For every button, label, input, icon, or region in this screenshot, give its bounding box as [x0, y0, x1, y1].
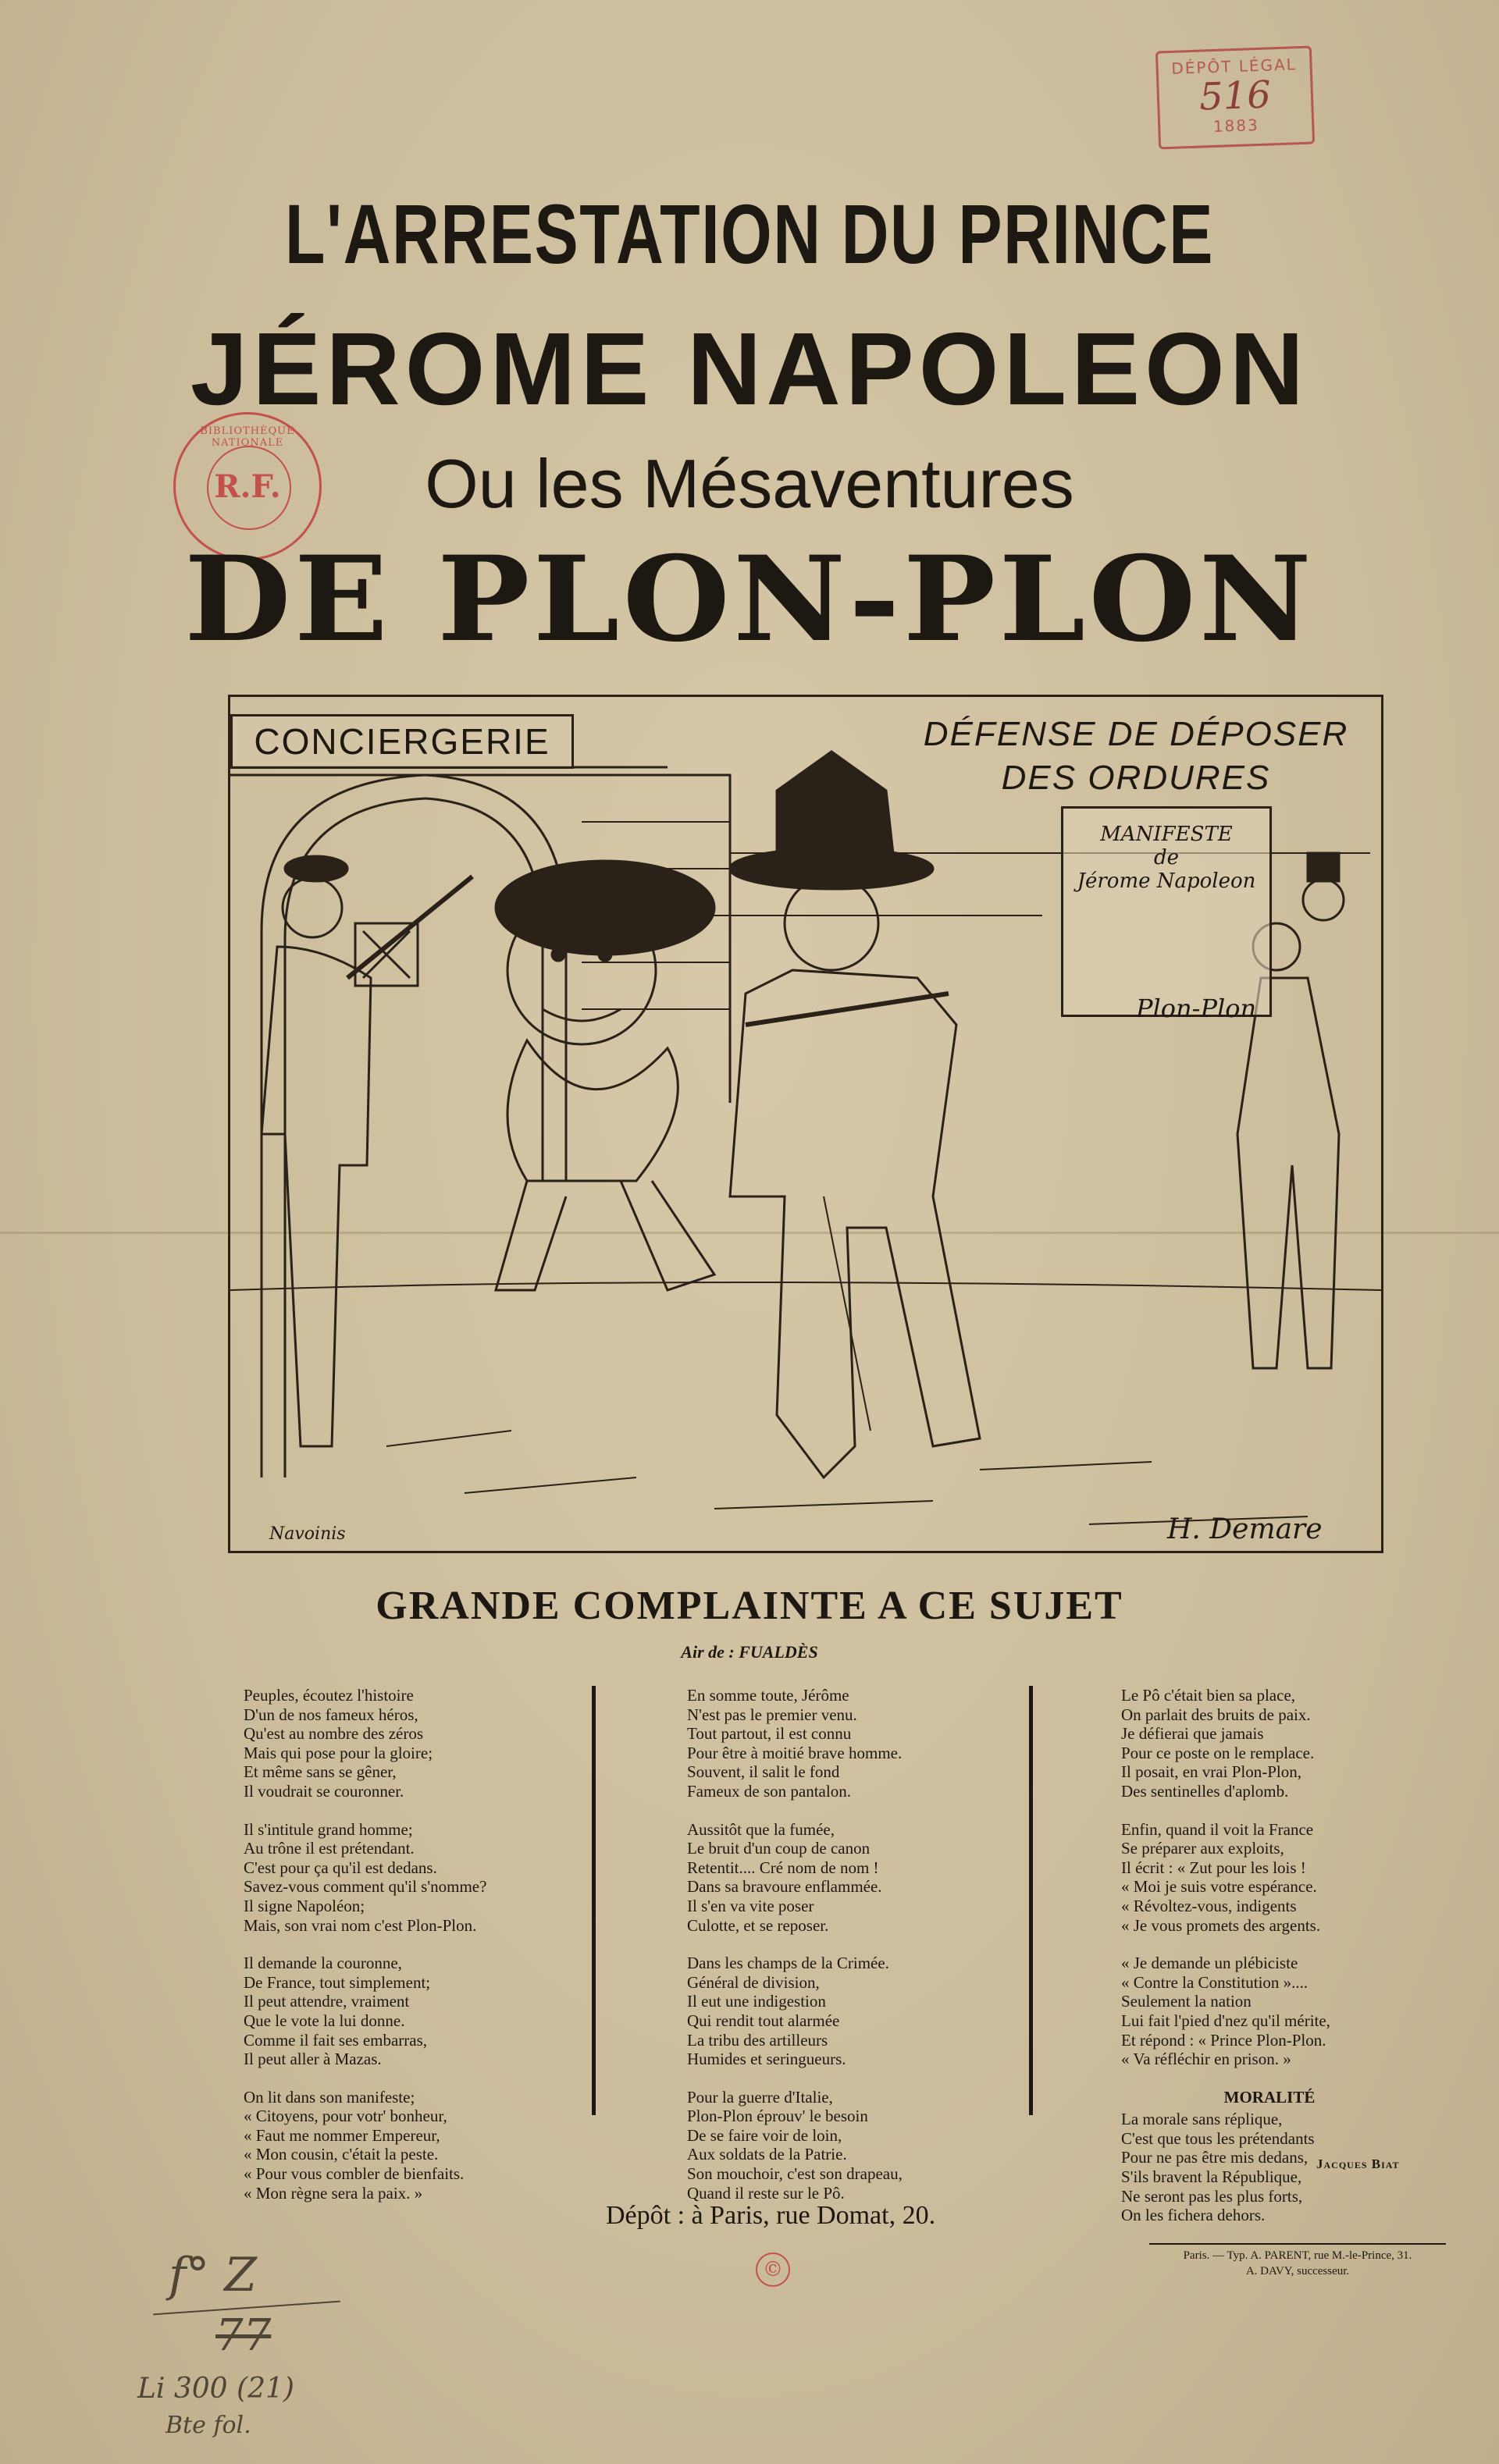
caricature-illustration: [228, 695, 1383, 1553]
verse-line: Savez-vous comment qu'il s'nomme?: [244, 1877, 487, 1897]
verse-line: Peuples, écoutez l'histoire: [244, 1686, 414, 1705]
verse-line: Pour ce poste on le remplace.: [1121, 1743, 1315, 1762]
verse-line: Et répond : « Prince Plon-Plon.: [1121, 2030, 1326, 2050]
verse-line: S'ils bravent la République,: [1121, 2167, 1302, 2187]
defense-line-1: DÉFENSE DE DÉPOSER: [923, 715, 1349, 753]
verse-line: Général de division,: [687, 1972, 820, 1992]
verse-line: « Je demande un plébiciste: [1121, 1954, 1298, 1973]
verse-line: Il s'intitule grand homme;: [244, 1819, 413, 1839]
verse-line: Souvent, il salit le fond: [687, 1762, 840, 1782]
verse-line: Lui fait l'pied d'nez qu'il mérite,: [1121, 2011, 1330, 2030]
verse-line: C'est pour ça qu'il est dedans.: [244, 1858, 437, 1877]
verse-line: Il eut une indigestion: [687, 1992, 826, 2011]
verse-line: En somme toute, Jérôme: [687, 1686, 849, 1705]
verse-line: Pour la guerre d'Italie,: [687, 2087, 833, 2107]
engraver-signature: Navoinis: [269, 1524, 346, 1544]
verse-line: Il écrit : « Zut pour les lois !: [1121, 1858, 1306, 1877]
verse-line: Le bruit d'un coup de canon: [687, 1839, 871, 1858]
verse-line: La morale sans réplique,: [1121, 2110, 1283, 2129]
verse-line: Aux soldats de la Patrie.: [687, 2145, 847, 2164]
printer-imprint: [1149, 2243, 1446, 2279]
verse-column-2: [687, 1686, 1031, 2221]
stanza: [687, 1820, 1031, 1936]
verse-line: Son mouchoir, c'est son drapeau,: [687, 2164, 903, 2184]
shelfmark-line-3: Li 300 (21): [137, 2373, 294, 2405]
song-title: GRANDE COMPLAINTE A CE SUJET: [376, 1584, 1123, 1628]
verse-line: Tout partout, il est connu: [687, 1724, 852, 1744]
shelfmark-line-2: 77: [215, 2310, 272, 2361]
verse-line: « Pour vous combler de bienfaits.: [244, 2164, 465, 2184]
defense-line-2: DES ORDURES: [1001, 759, 1271, 797]
verse-line: Il peut aller à Mazas.: [244, 2050, 382, 2069]
verse-line: Mais qui pose pour la gloire;: [244, 1743, 433, 1762]
verse-line: « Révoltez-vous, indigents: [1121, 1896, 1297, 1915]
printer-line-1: Paris. — Typ. A. PARENT, rue M.-le-Prince, 31.: [1183, 2249, 1412, 2262]
manifeste-line-2: de: [1153, 846, 1180, 869]
verse-column-1: [244, 1686, 587, 2221]
stanza: [1121, 1954, 1465, 2069]
verse-line: Fameux de son pantalon.: [687, 1781, 851, 1801]
verse-line: Dans sa bravoure enflammée.: [687, 1877, 882, 1897]
depot-legal-stamp: [1155, 46, 1315, 150]
verse-line: Il peut attendre, vraiment: [244, 1992, 410, 2011]
shelfmark-line-4: Bte fol.: [166, 2412, 251, 2439]
depot-address: Dépôt : à Paris, rue Domat, 20.: [606, 2201, 936, 2230]
stanza: [687, 1686, 1031, 1801]
manifeste-line-3: Jérome Napoleon: [1077, 869, 1256, 893]
artist-signature: H. Demare: [1167, 1513, 1323, 1545]
shelfmark-line-1: f° Z: [169, 2248, 257, 2302]
stanza: [1121, 1686, 1465, 1801]
verse-line: Dans les champs de la Crimée.: [687, 1954, 889, 1973]
verse-line: On les fichera dehors.: [1121, 2206, 1266, 2225]
stanza: [1121, 1820, 1465, 1936]
verse-line: Il demande la couronne,: [244, 1954, 402, 1973]
verse-line: Ne seront pas les plus forts,: [1121, 2186, 1303, 2206]
author-signature: Jacques Biat: [1316, 2156, 1400, 2171]
stanza: [244, 1686, 587, 1801]
stanza: [687, 2088, 1031, 2203]
stanza: [687, 1954, 1031, 2069]
verse-line: Il posait, en vrai Plon-Plon,: [1121, 1762, 1301, 1782]
verse-line: Culotte, et se reposer.: [687, 1915, 829, 1935]
verse-line: Que le vote la lui donne.: [244, 2011, 405, 2030]
stamp-bn-ring-text: BIBLIOTHÈQUE NATIONALE: [200, 425, 295, 449]
verse-line: Se préparer aux exploits,: [1121, 1839, 1284, 1858]
verse-line: Comme il fait ses embarras,: [244, 2030, 428, 2050]
title-line-2: JÉROME NAPOLEON: [190, 311, 1309, 426]
verse-line: Humides et seringueurs.: [687, 2050, 846, 2069]
title-line-3: Ou les Mésaventures: [425, 445, 1074, 522]
song-air: Air de : FUALDÈS: [681, 1642, 818, 1662]
verse-line: Enfin, quand il voit la France: [1121, 1819, 1314, 1839]
verse-line: Pour ne pas être mis dedans,: [1121, 2148, 1309, 2167]
shelfmark-handwriting: [137, 2248, 387, 2443]
verse-line: Et même sans se gêner,: [244, 1762, 397, 1782]
verse-line: Seulement la nation: [1121, 1992, 1252, 2011]
verse-line: Je défierai que jamais: [1121, 1724, 1264, 1744]
verse-line: « Je vous promets des argents.: [1121, 1915, 1321, 1935]
verse-line: « Mon règne sera la paix. »: [244, 2183, 423, 2203]
manifeste-poster: [1061, 806, 1272, 1017]
title-line-1: L'ARRESTATION DU PRINCE: [284, 187, 1215, 281]
stanza: [244, 1820, 587, 1936]
verse-line: Il voudrait se couronner.: [244, 1781, 404, 1801]
verse-column-3: [1121, 1686, 1465, 2244]
verse-line: Qui rendit tout alarmée: [687, 2011, 840, 2030]
copyright-stamp: ©: [756, 2252, 790, 2287]
conciergerie-sign: CONCIERGERIE: [230, 714, 574, 769]
verse-line: Il signe Napoléon;: [244, 1896, 365, 1915]
verse-line: « Faut me nommer Empereur,: [244, 2125, 440, 2145]
moralite-heading: MORALITÉ: [1223, 2087, 1316, 2107]
stanza: [244, 2088, 587, 2203]
manifeste-line-1: MANIFESTE: [1100, 823, 1233, 846]
verse-line: Retentit.... Cré nom de nom !: [687, 1858, 879, 1877]
verse-line: De se faire voir de loin,: [687, 2125, 842, 2145]
column-divider: [592, 1686, 596, 2115]
verse-line: Des sentinelles d'aplomb.: [1121, 1781, 1289, 1801]
verse-line: Plon-Plon éprouv' le besoin: [687, 2107, 868, 2126]
verse-line: Au trône il est prétendant.: [244, 1839, 415, 1858]
stamp-depot-year: 1883: [1212, 115, 1260, 136]
verse-line: De France, tout simplement;: [244, 1972, 431, 1992]
plonplon-caption: Plon-Plon: [1136, 994, 1257, 1023]
verse-line: N'est pas le premier venu.: [687, 1705, 857, 1724]
verse-line: On parlait des bruits de paix.: [1121, 1705, 1311, 1724]
verse-line: On lit dans son manifeste;: [244, 2087, 415, 2107]
verse-line: Quand il reste sur le Pô.: [687, 2183, 845, 2203]
verse-line: « Citoyens, pour votr' bonheur,: [244, 2107, 447, 2126]
verse-line: Aussitôt que la fumée,: [687, 1819, 835, 1839]
verse-line: Qu'est au nombre des zéros: [244, 1724, 424, 1744]
verse-line: Mais, son vrai nom c'est Plon-Plon.: [244, 1915, 477, 1935]
verse-line: « Moi je suis votre espérance.: [1121, 1877, 1317, 1897]
stamp-bn-initials: R.F.: [214, 468, 281, 505]
title-line-4: DE PLON-PLON: [184, 531, 1315, 668]
verse-line: Il s'en va vite poser: [687, 1896, 814, 1915]
stamp-depot-number: 516: [1198, 73, 1272, 119]
stamp-depot-line1: DÉPÔT LÉGAL: [1170, 55, 1298, 78]
verse-line: D'un de nos fameux héros,: [244, 1705, 418, 1724]
verse-line: « Contre la Constitution »....: [1121, 1972, 1309, 1992]
moralite-stanza: [1121, 2110, 1465, 2225]
stanza: [244, 1954, 587, 2069]
verse-line: La tribu des artilleurs: [687, 2030, 828, 2050]
verse-line: C'est que tous les prétendants: [1121, 2128, 1315, 2148]
verse-line: Pour être à moitié brave homme.: [687, 1743, 903, 1762]
verse-line: Le Pô c'était bien sa place,: [1121, 1686, 1296, 1705]
verse-line: « Mon cousin, c'était la peste.: [244, 2145, 439, 2164]
printer-line-2: A. DAVY, successeur.: [1245, 2265, 1350, 2277]
verse-line: « Va réfléchir en prison. »: [1121, 2050, 1291, 2069]
defense-sign: [917, 713, 1355, 800]
